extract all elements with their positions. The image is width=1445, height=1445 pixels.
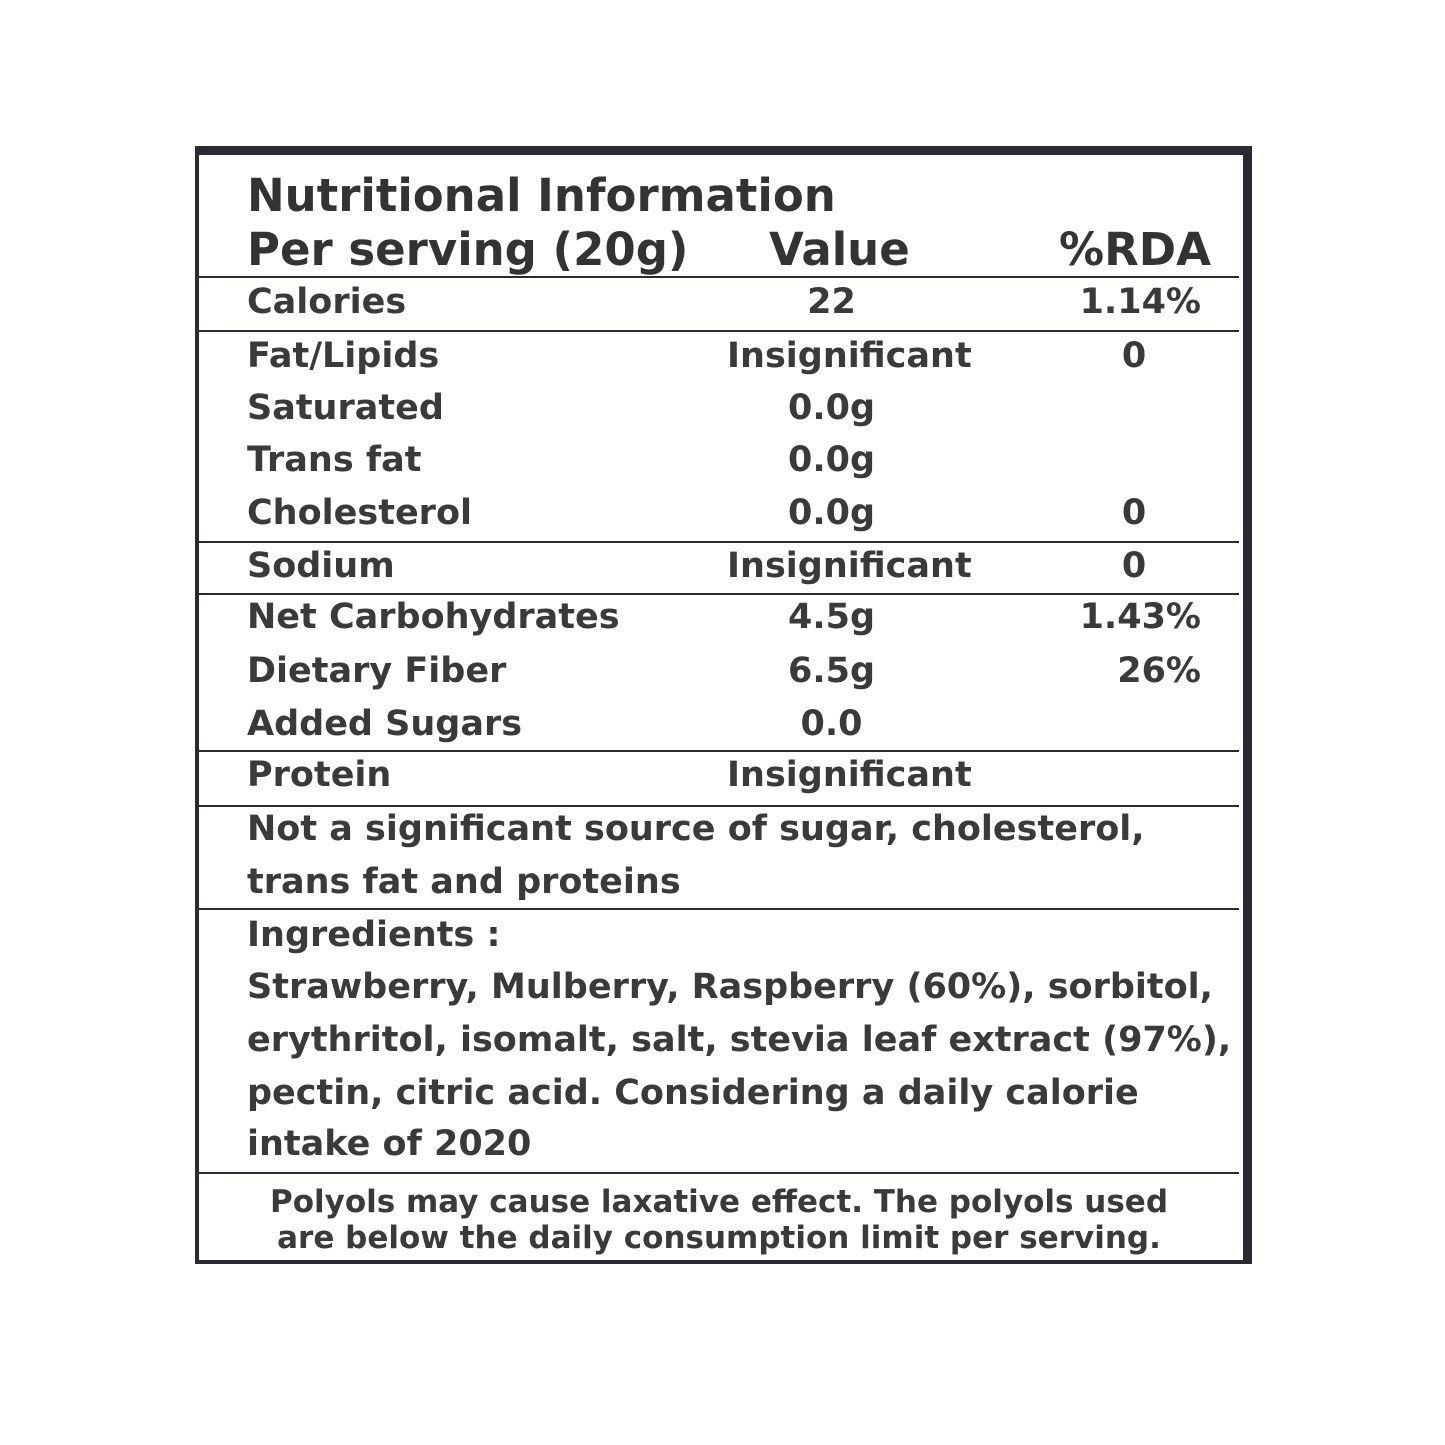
header-per-serving: Per serving (20g) [247,223,689,276]
divider [199,750,1239,752]
nutrition-label [195,146,1252,1264]
ingredients-line-3: pectin, citric acid. Considering a daily calorie [247,1073,1139,1113]
divider [199,1172,1239,1174]
row-name-calories: Calories [247,282,407,322]
row-name-sodium: Sodium [247,546,395,586]
row-value-calories: 22 [807,282,856,322]
divider [199,593,1239,595]
row-name-net-carbs: Net Carbohydrates [247,597,620,637]
ingredients-heading: Ingredients : [247,915,501,955]
row-value-fat: Insignificant [727,336,972,376]
row-rda-calories: 1.14% [1079,282,1201,322]
note-line-2: trans fat and proteins [247,862,681,902]
row-value-trans-fat: 0.0g [787,440,876,480]
row-value-cholesterol: 0.0g [787,493,876,533]
row-value-protein: Insignificant [727,755,972,795]
ingredients-line-1: Strawberry, Mulberry, Raspberry (60%), sorbitol, [247,967,1213,1007]
row-value-added-sugars: 0.0 [800,704,863,744]
row-value-net-carbs: 4.5g [787,597,876,637]
divider [199,908,1239,910]
divider [199,276,1239,278]
row-name-cholesterol: Cholesterol [247,493,472,533]
label-title: Nutritional Information [247,169,836,222]
row-value-saturated: 0.0g [787,388,876,428]
warning-line-2: are below the daily consumption limit per serving. [277,1220,1161,1256]
row-name-trans-fat: Trans fat [247,440,422,480]
header-value: Value [769,223,910,276]
note-line-1: Not a significant source of sugar, cholesterol, [247,809,1145,849]
row-rda-net-carbs: 1.43% [1079,597,1201,637]
row-value-dietary-fiber: 6.5g [787,651,876,691]
row-name-added-sugars: Added Sugars [247,704,523,744]
row-name-saturated: Saturated [247,388,444,428]
row-value-sodium: Insignificant [727,546,972,586]
divider [199,330,1239,332]
row-rda-fat: 0 [1121,336,1147,376]
row-name-protein: Protein [247,755,392,795]
header-rda: %RDA [1059,223,1211,276]
row-rda-sodium: 0 [1121,546,1147,586]
row-rda-dietary-fiber: 26% [1117,651,1201,691]
divider [199,805,1239,807]
divider [199,541,1239,543]
ingredients-line-2: erythritol, isomalt, salt, stevia leaf extract (97%), [247,1020,1232,1060]
warning-line-1: Polyols may cause laxative effect. The polyols used [269,1184,1169,1220]
row-name-dietary-fiber: Dietary Fiber [247,651,507,691]
row-name-fat: Fat/Lipids [247,336,440,376]
ingredients-line-4: intake of 2020 [247,1124,532,1164]
row-rda-cholesterol: 0 [1121,493,1147,533]
